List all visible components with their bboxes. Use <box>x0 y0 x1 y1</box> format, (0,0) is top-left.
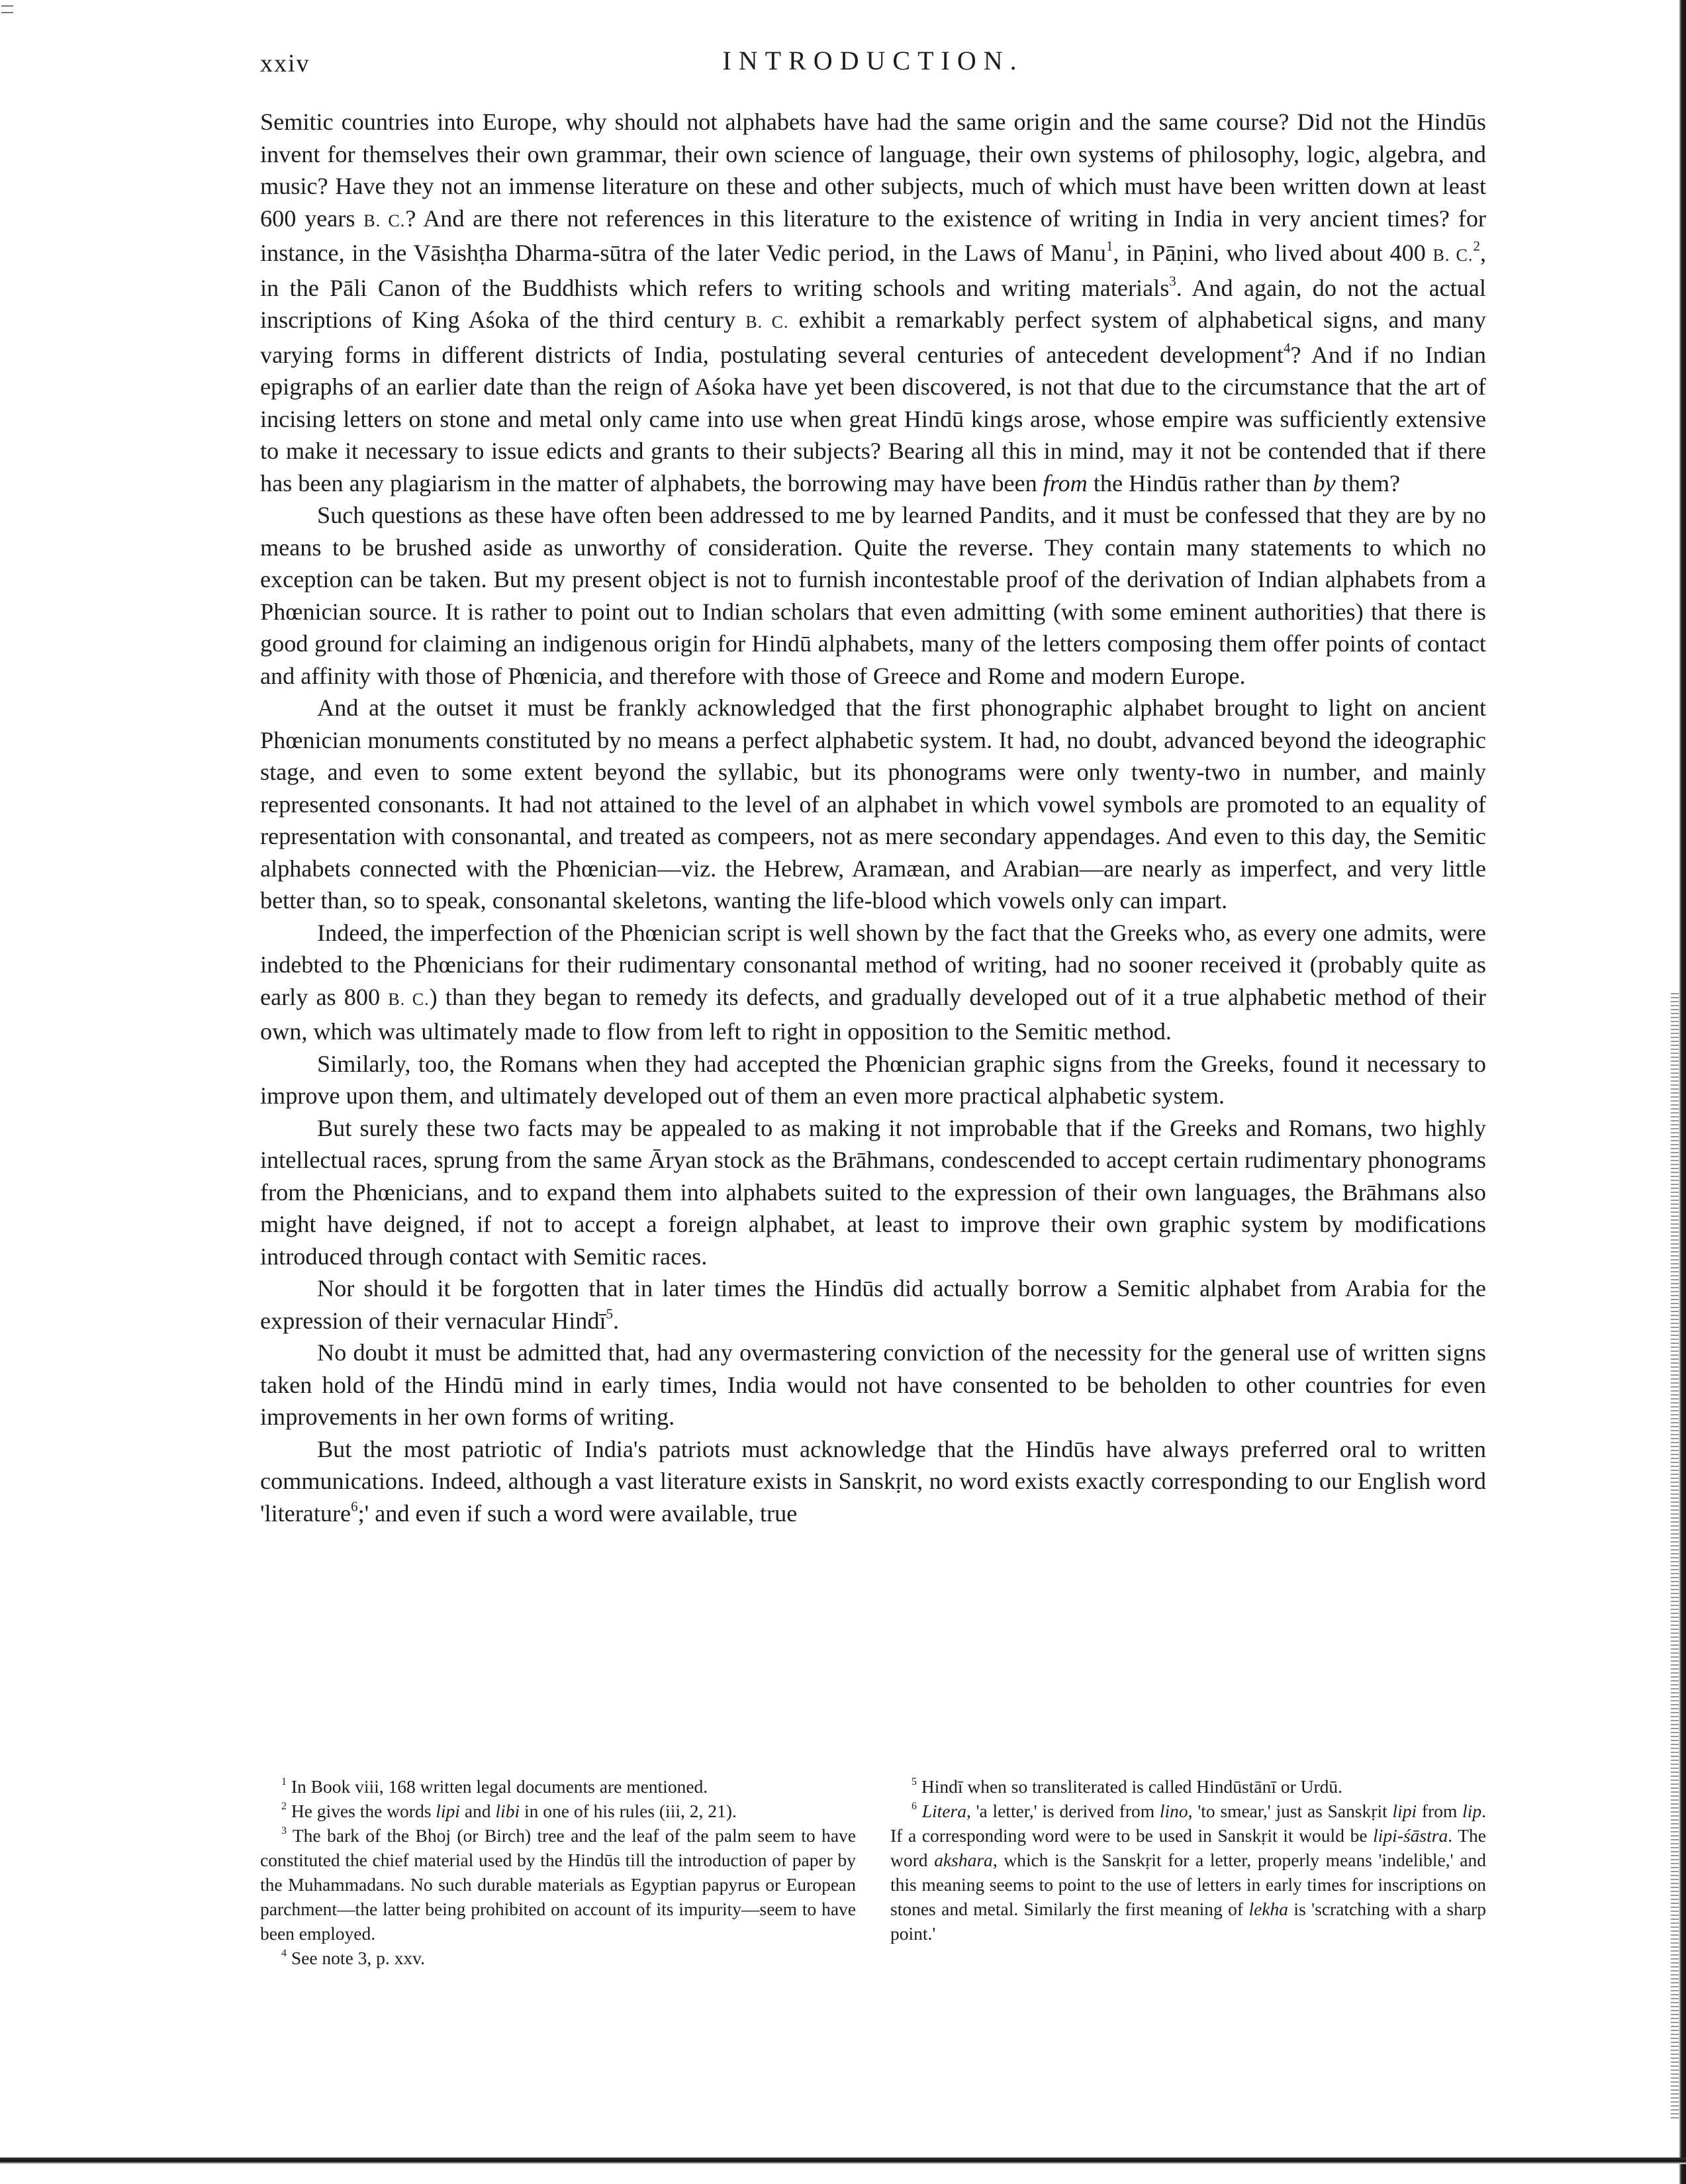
paragraph-3: And at the outset it must be frankly acknowledged that the first phonographic alphabet brought to light on ancient Phœnician monuments constituted by no means a perfect alphabetic system. It had, no doubt, advanced beyond the ideographic stage, and even to some extent beyond the syllabic, but its phonograms were only twenty-two in number, and mainly represented consonants. It had not attained to the level of an alphabet in which vowel symbols are promoted to an equality of representation with consonantal, and treated as compeers, not as mere secondary appendages. And even to this day, the Semitic alphabets connected with the Phœnician—viz. the Hebrew, Aramæan, and Arabian—are nearly as imperfect, and very little better than, so to speak, consonantal skeletons, wanting the life-blood which vowels only can impart. <box>260 694 1486 914</box>
page-header <box>260 45 1486 85</box>
paragraph-9: But the most patriotic of India's patriots must acknowledge that the Hindūs have always preferred oral to written communications. Indeed, although a vast literature exists in Sanskṛit, no word exists exactly corresponding to our English word 'literature$^6$;' and even if such a word were available, true <box>260 1435 1486 1527</box>
paragraph-4: Indeed, the imperfection of the Phœnician script is well shown by the fact that the Greeks who, as every one admits, were indebted to the Phœnicians for their rudimentary consonantal method of writing, had no sooner received it (probably quite as early as 800 B. C.) than they began to remedy its defects, and gradually developed out of it a true alphabetic method of their own, which was ultimately made to flow from left to right in opposition to the Semitic method. <box>260 919 1486 1045</box>
footnotes-right-column <box>890 1774 1486 1970</box>
footnotes <box>260 1774 1486 1970</box>
footnote-ref-2: 2 <box>1473 238 1480 254</box>
body-text <box>260 106 1486 1529</box>
footnote-4: $^4$ See note 3, p. xxv. <box>281 1948 425 1968</box>
footnotes-left-column <box>260 1774 856 1970</box>
footnote-ref-4: 4 <box>1283 339 1291 356</box>
scan-right-edge <box>1679 0 1686 2184</box>
paragraph-2: Such questions as these have often been addressed to me by learned Pandits, and it must be confessed that they are by no means to be brushed aside as unworthy of consideration. Quite the reverse. They contain many statements to which no exception can be taken. But my present object is not to furnish incontestable proof of the derivation of Indian alphabets from a Phœnician source. It is rather to point out to Indian scholars that even admitting (with some eminent authorities) that there is good ground for claiming an indigenous origin for Hindū alphabets, many of the letters composing them offer points of contact and affinity with those of Phœnicia, and therefore with those of Greece and Rome and modern Europe. <box>260 502 1486 689</box>
paragraph-8: No doubt it must be admitted that, had any overmastering conviction of the necessity for the general use of written signs taken hold of the Hindū mind in early times, India would not have consented to be beholden to other countries for even improvements in her own forms of writing. <box>260 1339 1486 1430</box>
footnote-ref-6: 6 <box>351 1497 358 1514</box>
paragraph-1: Semitic countries into Europe, why should not alphabets have had the same origin and the same course? Did not the Hindūs invent for themselves their own grammar, their own science of language, their own systems of philosophy, logic, algebra, and music? Have they not an immense literature on these and other subjects, much of which must have been written down at least 600 years B. C.? And are there not references in this literature to the existence of writing in India in very ancient times? for instance, in the Vāsishṭha Dharma-sūtra of the later Vedic period, in the Laws of Manu$^1$, in Pāṇini, who lived about 400 B. C.$^2$, in the Pāli Canon of the Buddhists which refers to writing schools and writing materials$^3$. And again, do not the actual inscriptions of King Aśoka of the third century B. C. exhibit a remarkably perfect system of alphabetical signs, and many varying forms in different districts of India, postulating several centuries of antecedent development$^4$? And if no Indian epigraphs of an earlier date than the reign of Aśoka have yet been discovered, is not that due to the circumstance that the art of incising letters on stone and metal only came into use when great Hindū kings arose, whose empire was sufficiently extensive to make it necessary to issue edicts and grants to their subjects? Bearing all this in mind, may it not be contended that if there has been any plagiarism in the matter of alphabets, the borrowing may have been from the Hindūs rather than by them? <box>260 109 1486 497</box>
footnote-ref-5: 5 <box>606 1305 614 1321</box>
footnote-5: $^5$ Hindī when so transliterated is called Hindūstānī or Urdū. <box>912 1776 1343 1797</box>
footnote-1: $^1$ In Book viii, 168 written legal documents are mentioned. <box>281 1776 708 1797</box>
footnote-ref-3: 3 <box>1169 272 1176 289</box>
paragraph-7: Nor should it be forgotten that in later times the Hindūs did actually borrow a Semitic alphabet from Arabia for the expression of their vernacular Hindī$^5$. <box>260 1275 1486 1334</box>
running-title: INTRODUCTION. <box>722 46 1024 75</box>
footnote-3: $^3$ The bark of the Bhoj (or Birch) tree and the leaf of the palm seem to have constituted the chief material used by the Hindūs till the introduction of paper by the Muhammadans. No such durable materials as Egyptian papyrus or European parchment—the latter being prohibited on account of its impurity—seem to have been employed. <box>260 1825 856 1944</box>
scan-edge-ticks <box>1671 993 1679 2118</box>
footnote-ref-1: 1 <box>1106 238 1113 254</box>
paragraph-5: Similarly, too, the Romans when they had accepted the Phœnician graphic signs from the Greeks, found it necessary to improve upon them, and ultimately developed out of them an even more practical alphabetic system. <box>260 1050 1486 1109</box>
scan-bottom-edge <box>0 2158 1686 2164</box>
footnote-2: $^2$ He gives the words lipi and libi in one of his rules (iii, 2, 21). <box>281 1801 737 1821</box>
scan-corner-mark <box>1 5 13 13</box>
footnote-6: $^6$ Litera, 'a letter,' is derived from lino, 'to smear,' just as Sanskṛit lipi from lip. If a corresponding word were to be used in Sanskṛit it would be lipi-śāstra. The word akshara, which is the Sanskṛit for a letter, properly means 'indelible,' and this meaning seems to point to the use of letters in early times for inscriptions on stones and metal. Similarly the first meaning of lekha is 'scratching with a sharp point.' <box>890 1801 1486 1944</box>
page-number: xxiv <box>260 50 310 77</box>
paragraph-6: But surely these two facts may be appealed to as making it not improbable that if the Greeks and Romans, two highly intellectual races, sprung from the same Āryan stock as the Brāhmans, condescended to accept certain rudimentary phonograms from the Phœnicians, and to expand them into alphabets suited to the expression of their own languages, the Brāhmans also might have deigned, if not to accept a foreign alphabet, at least to improve their own graphic system by modifications introduced through contact with Semitic races. <box>260 1114 1486 1270</box>
